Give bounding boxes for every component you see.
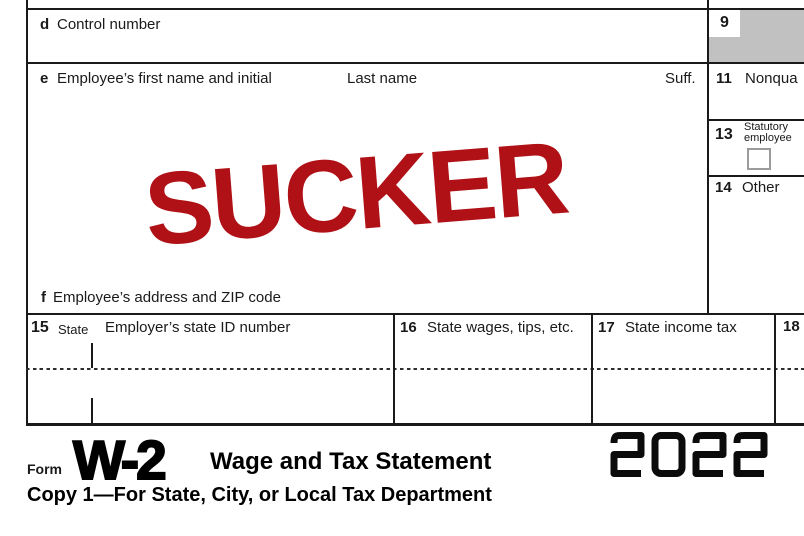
wage-tax-statement-title: Wage and Tax Statement (210, 448, 492, 475)
statutory-label-line2: employee (744, 132, 792, 144)
state-table-top-line (26, 313, 804, 315)
col16-divider-line (393, 313, 395, 423)
tax-year-2022 (610, 431, 768, 478)
control-number-bottom-line (26, 62, 804, 64)
state-row-dashed-line (26, 368, 804, 370)
box-16-number: 16 (400, 319, 417, 336)
box-13-number: 13 (715, 126, 733, 143)
year-digit-0 (651, 431, 686, 478)
box-15-number: 15 (31, 319, 49, 336)
year-digit-2 (692, 431, 727, 478)
col18-divider-line (774, 313, 776, 423)
box-16-label: State wages, tips, etc. (427, 319, 574, 336)
box-11-label: Nonqua (745, 70, 798, 87)
statutory-label-line1: Statutory (744, 121, 789, 133)
box-17-number: 17 (598, 319, 615, 336)
form-number-w2: W-2 (73, 429, 164, 491)
year-digit-2 (610, 431, 645, 478)
box-14-number: 14 (715, 179, 732, 196)
state-code-tick-bottom (91, 398, 93, 423)
box-17-label: State income tax (625, 319, 737, 336)
col17-divider-line (591, 313, 593, 423)
box-e-letter: e (40, 70, 49, 87)
box-9-shaded-area (709, 10, 804, 62)
year-digit-2 (733, 431, 768, 478)
box-f-letter: f (41, 289, 46, 306)
sucker-watermark: SUCKER (140, 119, 572, 268)
box-d-label: Control number (57, 16, 161, 33)
box-14-label: Other (742, 179, 780, 196)
top-rule-line (26, 8, 804, 10)
box-11-number: 11 (716, 70, 732, 87)
box-d-letter: d (40, 16, 50, 33)
box-18-number: 18 (783, 318, 800, 335)
suffix-label: Suff. (665, 70, 696, 87)
box-15-state-label: State (58, 322, 89, 337)
form-word-label: Form (27, 461, 62, 477)
state-code-tick-top (91, 343, 93, 368)
copy-line: Copy 1—For State, City, or Local Tax Department (27, 484, 492, 506)
box-e-label: Employee’s first name and initial (57, 70, 272, 87)
box13-bottom-line (707, 175, 804, 177)
state-table-bottom-line (26, 423, 804, 426)
box-9-number: 9 (709, 10, 740, 37)
last-name-label: Last name (347, 70, 418, 87)
statutory-employee-checkbox[interactable] (747, 148, 771, 170)
box-15-label: Employer’s state ID number (105, 319, 291, 336)
box-f-label: Employee’s address and ZIP code (53, 289, 281, 306)
